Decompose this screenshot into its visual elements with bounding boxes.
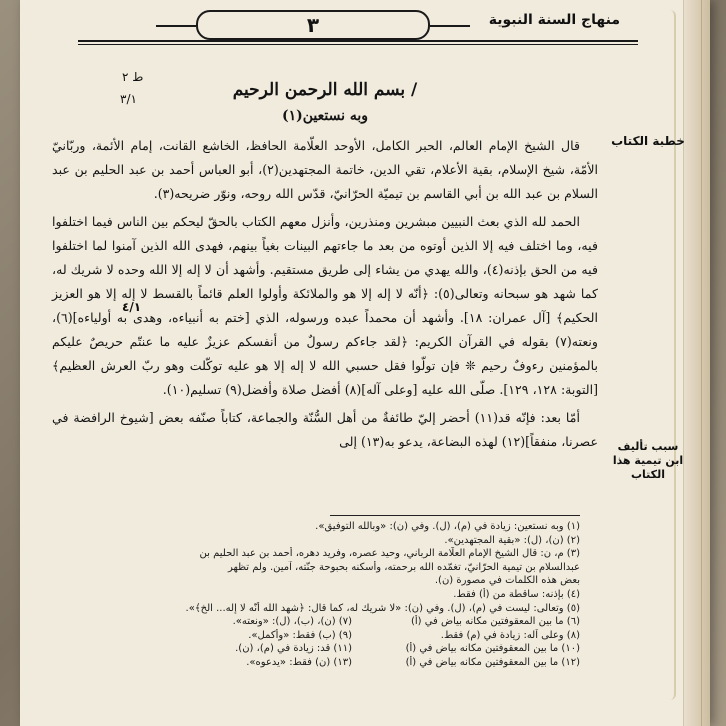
footnote-row: [124, 615, 580, 629]
page-edge: [683, 0, 710, 726]
paragraph-intro: قال الشيخ الإمام العالم، الحبر الكامل، الأوحد العلّامة الحافظ، الخاشع القانت، إمام الأئمة، وربّانيّ الأمّة، شيخ الإسلام، بقية الأعلام، تقي الدين، خاتمة المجتهدين(٢)، أبو العباس أحمد بن عبد الحليم بن عبد السلام بن عبد الله بن أبي القاسم بن تيميّة الحرّانيّ، قدّس الله روحه، ونوّر ضريحه(٣).: [52, 138, 599, 201]
side-heading-sermon: خطبة الكتاب: [611, 134, 685, 148]
footnote-6: (٦) ما بين المعقوفتين مكانه بياض في (أ): [410, 616, 580, 628]
side-heading-reason: [608, 440, 688, 482]
page-header: [86, 6, 626, 40]
footnote-12: (١٢) ما بين المعقوفتين مكانه بياض في (أ): [405, 656, 580, 668]
header-rule: [78, 40, 638, 42]
footnote-2: (٢) (ن)، (ل): «بقية المجتهدين».: [444, 534, 580, 546]
folio-ref-1: ط ٢: [122, 70, 144, 84]
page-number: ٣: [297, 14, 329, 36]
header-rule-thin: [78, 44, 638, 45]
page-number-cartouche: [196, 10, 430, 40]
decorative-frame: [664, 10, 676, 700]
side-heading-reason-line-2: ابن تيمية هذا: [612, 454, 684, 467]
footnote-divider: [330, 515, 580, 516]
footnote-7: (٧) (ن)، (ب)، (ل): «ونعته».: [232, 616, 352, 628]
side-heading-reason-line-3: الكتاب: [631, 468, 665, 481]
footnote-11: (١١) قد: زيادة في (م)، (ن).: [235, 643, 352, 655]
footnote-3: (٣) م، ن: قال الشيخ الإمام العلّامة الرباني، وحيد عصره، وفريد دهره، أحمد بن عبد الحليم بن: [199, 548, 580, 560]
footnote-row: [124, 629, 580, 643]
footnote-4: (٤) بإذنه: ساقطة من (أ) فقط.: [453, 588, 580, 600]
paragraph-reason: أمّا بعد: فإنّه قد(١١) أحضر إليّ طائفةٌ من أهل السُّنّة والجماعة، كتاباً صنّفه بعض [شيوخ الرافضة في عصرنا، منفقاً](١٢) لهذه البضاعة، يدعو به(١٣) إلى: [52, 410, 598, 449]
basmala-heading: / بسم الله الرحمن الرحيم: [232, 80, 418, 100]
footnote-9: (٩) (ب) فقط: «وأكمل».: [248, 629, 352, 641]
footnote-3-cont2: بعض هذه الكلمات في مصورة (ن).: [434, 575, 580, 587]
side-heading-reason-line-1: سبب تأليف: [617, 440, 679, 453]
footnote-1: (١) وبه نستعين: زيادة في (م)، (ل). وفي (ن): «وبالله التوفيق».: [315, 521, 580, 532]
subheading: وبه نستعين(١): [281, 108, 369, 124]
footnote-8: (٨) وعلى آله: زيادة في (م) فقط.: [440, 629, 580, 641]
footnotes: [124, 520, 580, 670]
running-title: منهاج السنة النبوية: [488, 12, 620, 28]
footnote-3-cont: عبدالسلام بن تيمية الحرّانيّ، تغمّده الله برحمته، وأسكنه بحبوحة جنّته، آمين. ولم تظهر: [227, 561, 580, 573]
paragraph-sermon: الحمد لله الذي بعث النبيين مبشرين ومنذرين، وأنزل معهم الكتاب بالحقّ ليحكم بين الناس فيما اختلفوا فيه، وما اختلف فيه إلا الذين أوتوه من بعد ما جاءتهم البينات بغياً بينهم، فهدى الله الذين آمنوا لما اختلفوا فيه من الحق بإذنه(٤)، والله يهدي من يشاء إلى طريق مستقيم. وأشهد أن لا إله إلا الله وحده لا شريك له، كما شهد هو سبحانه وتعالى(٥): ﴿أنّه لا إله إلا هو والملائكة وأولوا العلم قائماً بالقسط لا إله إلا هو العزيز الحكيم﴾ [آل عمران: ١٨]. وأشهد أن محمداً عبده ورسوله، الذي [ختم به أنبياءه، وهدى به أولياءه](٦)، ونعته(٧) بقوله في القرآن الكريم: ﴿لقد جاءكم رسولٌ من أنفسكم عزيزٌ عليه ما عنتّم حريصٌ عليكم بالمؤمنين رءوفٌ رحيم ❊ فإن تولّوا فقل حسبي الله لا إله إلا هو عليه توكّلت وهو ربّ العرش العظيم﴾ [التوبة: ١٢٨، ١٢٩]. صلّى الله عليه [وعلى آله](٨) أفضل صلاة وأفضل(٩) تسليم(١٠).: [52, 214, 599, 397]
footnote-5: (٥) وتعالى: ليست في (م)، (ل). وفي (ن): «لا شريك له، كما قال: ﴿شهد الله أنّه لا إله... الخ﴾».: [185, 602, 580, 614]
footnote-10: (١٠) ما بين المعقوفتين مكانه بياض في (أ): [405, 643, 580, 655]
footnote-row: [124, 642, 580, 656]
folio-ref-2: ٣/١: [120, 92, 137, 106]
footnote-row: [124, 656, 580, 670]
footnote-13: (١٣) (ن) فقط: «يدعوه».: [246, 656, 352, 668]
folio-ref-3: ٤/١: [122, 300, 142, 314]
main-text: [52, 76, 598, 458]
